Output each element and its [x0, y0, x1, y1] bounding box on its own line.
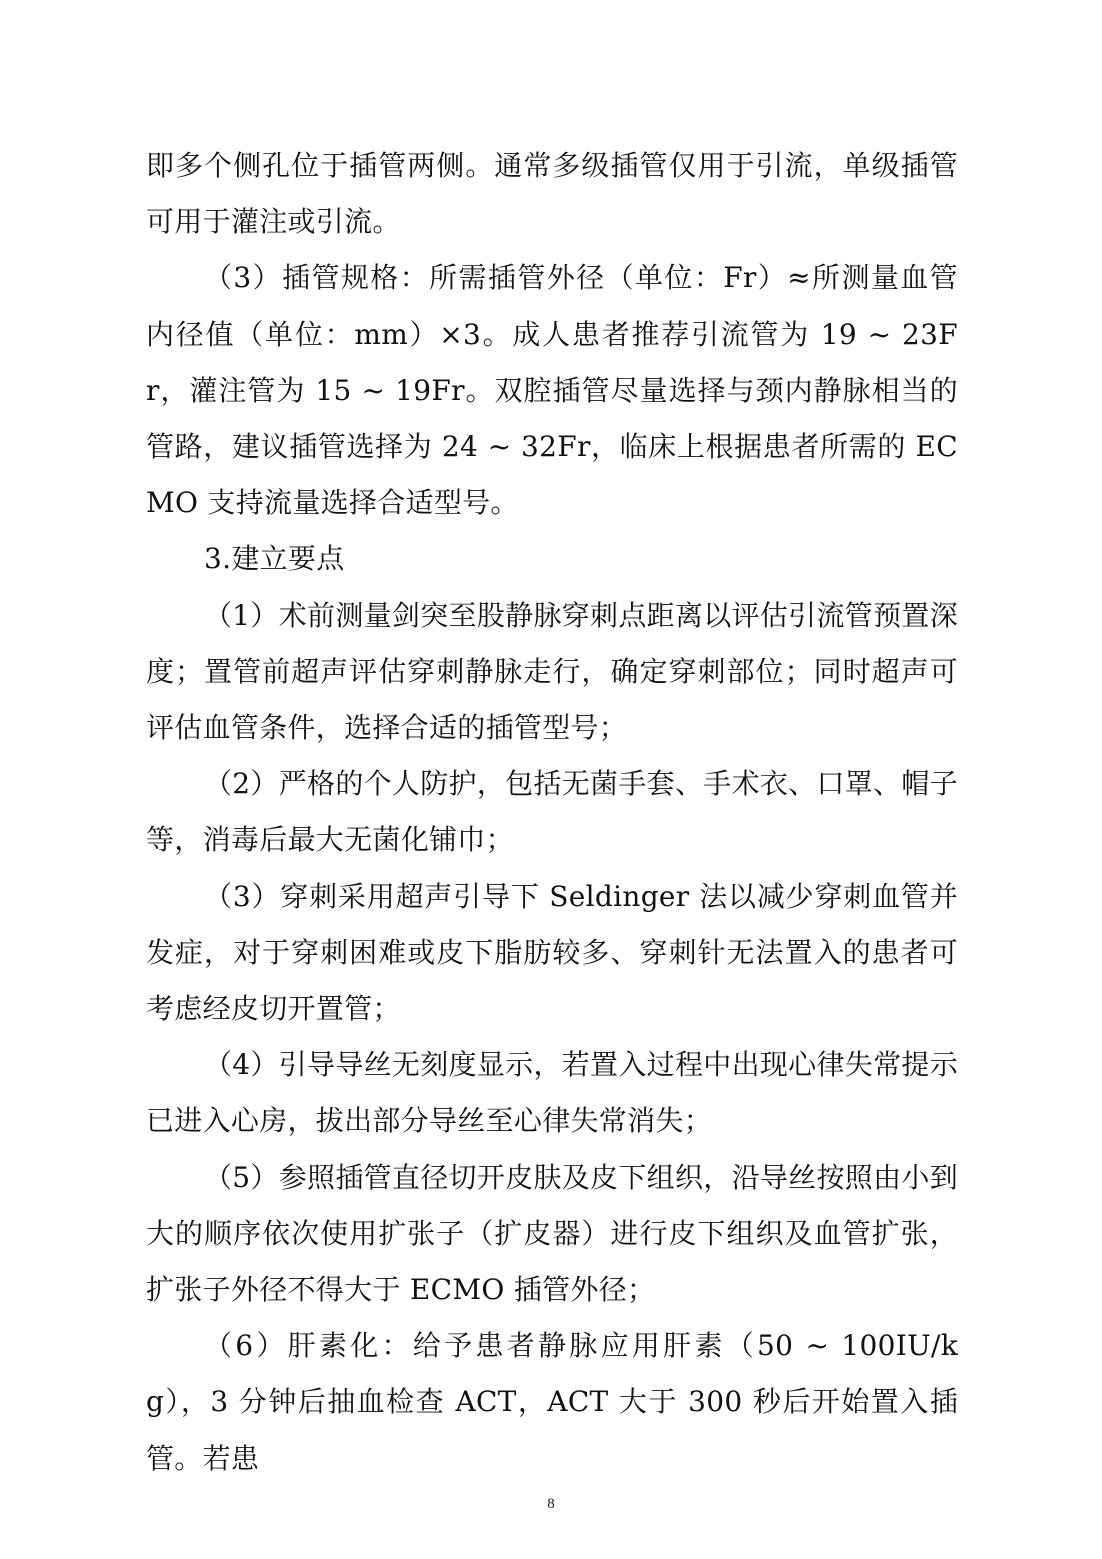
paragraph-point-5: （5）参照插管直径切开皮肤及皮下组织，沿导丝按照由小到大的顺序依次使用扩张子（扩皮器）进行皮下组织及血管扩张，扩张子外径不得大于 ECMO 插管外径；	[146, 1160, 958, 1307]
paragraph-point-6: （6）肝素化：给予患者静脉应用肝素（50 ~ 100IU/kg），3 分钟后抽血检查 ACT，ACT 大于 300 秒后开始置入插管。若患	[146, 1329, 958, 1475]
body-text	[146, 138, 958, 1487]
paragraph-point-3: （3）穿刺采用超声引导下 Seldinger 法以减少穿刺血管并发症，对于穿刺困难或皮下脂肪较多、穿刺针无法置入的患者可考虑经皮切开置管；	[146, 879, 958, 1026]
paragraph-point-1: （1）术前测量剑突至股静脉穿刺点距离以评估引流管预置深度；置管前超声评估穿刺静脉走行，确定穿刺部位；同时超声可评估血管条件，选择合适的插管型号；	[146, 598, 958, 745]
page-number: 8	[547, 1496, 555, 1512]
paragraph-cannula-types-end: 即多个侧孔位于插管两侧。通常多级插管仅用于引流，单级插管可用于灌注或引流。	[146, 149, 958, 239]
section-heading-key-points: 3.建立要点	[204, 542, 345, 576]
paragraph-point-2: （2）严格的个人防护，包括无菌手套、手术衣、口罩、帽子等，消毒后最大无菌化铺巾；	[146, 767, 958, 857]
paragraph-point-4: （4）引导导丝无刻度显示，若置入过程中出现心律失常提示已进入心房，拔出部分导丝至心律失常消失；	[146, 1048, 958, 1138]
paragraph-cannula-specs: （3）插管规格：所需插管外径（单位：Fr）≈所测量血管内径值（单位：mm）×3。成人患者推荐引流管为 19 ~ 23Fr，灌注管为 15 ~ 19Fr。双腔插管尽量选择与颈内静脉相当的管路，建议插管选择为 24 ~ 32Fr，临床上根据患者所需的 ECMO 支持流量选择合适型号。	[146, 261, 958, 520]
